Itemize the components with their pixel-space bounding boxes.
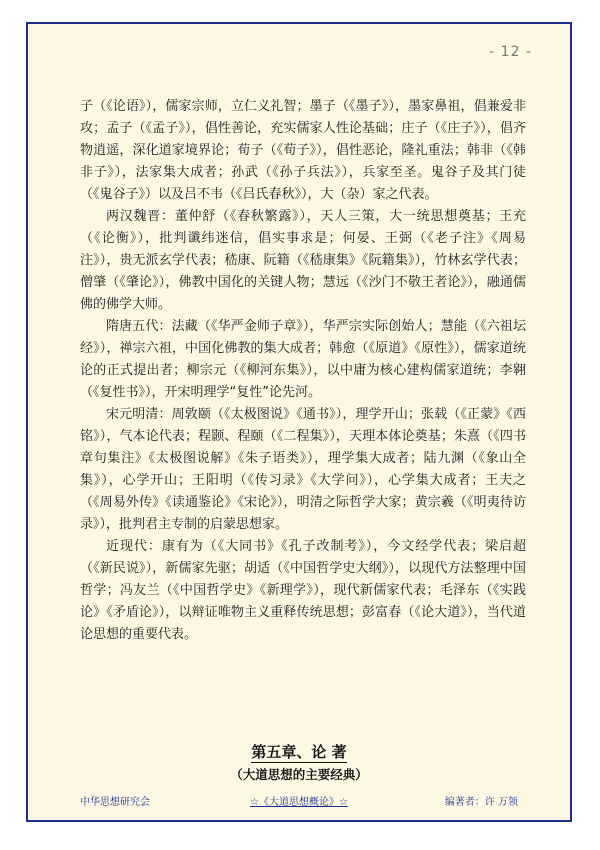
body-text: [80, 96, 526, 646]
paragraph-modern: 近现代：康有为（《大同书》《孔子改制考》），今文经学代表；梁启超（《新民说》），新儒家先驱；胡适（《中国哲学史大纲》），以现代方法整理中国哲学；冯友兰（《中国哲学史》《新理学》），现代新儒家代表；毛泽东（《实践论》《矛盾论》），以辩证唯物主义重释传统思想；彭富春（《论大道》），当代道论思想的重要代表。: [80, 539, 526, 642]
paragraph-song-yuan-ming-qing: 宋元明清：周敦颐（《太极图说》《通书》），理学开山；张载（《正蒙》《西铭》），气本论代表；程颢、程颐（《二程集》），天理本体论奠基；朱熹（《四书章句集注》《太极图说解》《朱子语类》），理学集大成者；陆九渊（《象山全集》），心学开山；王阳明（《传习录》《大学问》），心学集大成者；王夫之（《周易外传》《读通鉴论》《宋论》），明清之际哲学大家；黄宗羲（《明夷待访录》），批判君主专制的启蒙思想家。: [80, 407, 526, 532]
footer-organization: 中华思想研究会: [80, 797, 150, 808]
page-number: - 12 -: [489, 44, 532, 60]
chapter-title-text: 第五章、论 著: [251, 743, 347, 761]
footer-book-title-text: ☆《大道思想概论》☆: [250, 797, 348, 808]
document-page: [26, 22, 572, 822]
chapter-subtitle: （大道思想的主要经典）: [230, 767, 368, 782]
footer-author: 编著者：许 万领: [444, 797, 518, 808]
chapter-title: [28, 741, 570, 762]
paragraph-han-wei-jin: 两汉魏晋：董仲舒（《春秋繁露》），天人三策，大一统思想奠基；王充（《论衡》），批判谶纬迷信，倡实事求是；何晏、王弼（《老子注》《周易注》），贵无派玄学代表；嵇康、阮籍（《嵇康集》《阮籍集》），竹林玄学代表；僧肇（《肇论》），佛教中国化的关键人物；慧远（《沙门不敬王者论》），融通儒佛的佛学大师。: [80, 209, 526, 312]
paragraph-sui-tang: 隋唐五代：法藏（《华严金师子章》），华严宗实际创始人；慧能（《六祖坛经》），禅宗六祖，中国化佛教的集大成者；韩愈（《原道》《原性》），儒家道统论的正式提出者；柳宗元（《柳河东集》），以中庸为核心建构儒家道统；李翱（《复性书》），开宋明理学“复性”论先河。: [80, 319, 526, 400]
paragraph-pre-qin: 子（《论语》），儒家宗师，立仁义礼智；墨子（《墨子》），墨家鼻祖，倡兼爱非攻；孟子（《孟子》），倡性善论，充实儒家人性论基础；庄子（《庄子》），倡齐物逍遥，深化道家境界论；荀子（《荀子》），倡性恶论，隆礼重法；韩非（《韩非子》），法家集大成者；孙武（《孙子兵法》），兵家至圣。鬼谷子及其门徒（《鬼谷子》）以及吕不韦（《吕氏春秋》），大（杂）家之代表。: [80, 99, 526, 202]
